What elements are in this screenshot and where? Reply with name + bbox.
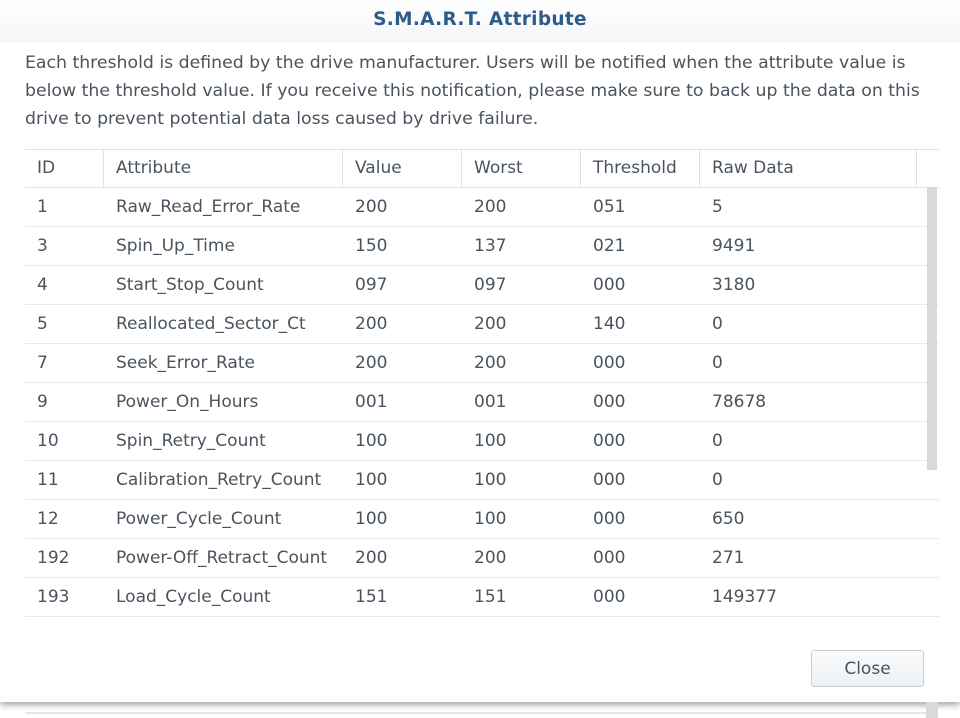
- cell-id: 193: [37, 587, 70, 607]
- cell-worst: 200: [474, 197, 507, 217]
- cell-value: 100: [355, 431, 388, 451]
- cell-id: 5: [37, 314, 48, 334]
- cell-id: 9: [37, 392, 48, 412]
- table-header: [25, 150, 939, 188]
- cell-attribute: Raw_Read_Error_Rate: [116, 197, 301, 217]
- cell-raw-data: 0: [712, 431, 723, 451]
- cell-raw-data: 0: [712, 470, 723, 490]
- underlying-scrollbar: [926, 702, 938, 718]
- table-row[interactable]: [25, 383, 939, 422]
- table-row[interactable]: [25, 461, 939, 500]
- table-row[interactable]: [25, 344, 939, 383]
- dialog-description: Each threshold is defined by the drive manufacturer. Users will be notified when the attribute value is below the threshold value. If you receive this notification, please make sure to back up the data on this drive to prevent potential data loss caused by drive failure.: [25, 53, 920, 129]
- cell-worst: 200: [474, 314, 507, 334]
- column-header-attribute[interactable]: Attribute: [104, 150, 343, 187]
- cell-worst: 001: [474, 392, 507, 412]
- cell-threshold: 051: [593, 197, 626, 217]
- table-row[interactable]: [25, 422, 939, 461]
- cell-id: 7: [37, 353, 48, 373]
- cell-attribute: Start_Stop_Count: [116, 275, 264, 295]
- dialog-footer: [0, 640, 960, 702]
- cell-worst: 100: [474, 509, 507, 529]
- cell-attribute: Power-Off_Retract_Count: [116, 548, 328, 568]
- cell-id: 4: [37, 275, 48, 295]
- cell-threshold: 000: [593, 275, 626, 295]
- table-row[interactable]: [25, 500, 939, 539]
- table-row[interactable]: [25, 188, 939, 227]
- cell-raw-data: 0: [712, 353, 723, 373]
- cell-raw-data: 5: [712, 197, 723, 217]
- table-row[interactable]: [25, 266, 939, 305]
- smart-attribute-table: [25, 149, 939, 641]
- close-button[interactable]: Close: [811, 650, 924, 687]
- cell-value: 100: [355, 509, 388, 529]
- cell-value: 097: [355, 275, 388, 295]
- column-header-worst[interactable]: Worst: [462, 150, 581, 187]
- cell-threshold: 021: [593, 236, 626, 256]
- cell-worst: 151: [474, 587, 507, 607]
- cell-threshold: 000: [593, 587, 626, 607]
- cell-value: 200: [355, 197, 388, 217]
- cell-threshold: 000: [593, 353, 626, 373]
- column-header-value[interactable]: Value: [343, 150, 462, 187]
- table-row[interactable]: [25, 539, 939, 578]
- cell-id: 10: [37, 431, 59, 451]
- cell-raw-data: 271: [712, 548, 745, 568]
- cell-id: 11: [37, 470, 59, 490]
- cell-value: 200: [355, 353, 388, 373]
- column-header-threshold[interactable]: Threshold: [581, 150, 700, 187]
- cell-worst: 097: [474, 275, 507, 295]
- cell-value: 200: [355, 314, 388, 334]
- cell-attribute: Calibration_Retry_Count: [116, 470, 322, 490]
- table-body: [25, 188, 939, 617]
- cell-value: 150: [355, 236, 388, 256]
- cell-id: 192: [37, 548, 70, 568]
- column-header-id[interactable]: ID: [25, 150, 104, 187]
- cell-threshold: 000: [593, 548, 626, 568]
- cell-attribute: Power_On_Hours: [116, 392, 259, 412]
- dialog-title-bar[interactable]: [0, 0, 960, 42]
- cell-worst: 137: [474, 236, 507, 256]
- cell-worst: 100: [474, 470, 507, 490]
- cell-threshold: 000: [593, 470, 626, 490]
- cell-value: 151: [355, 587, 388, 607]
- cell-raw-data: 149377: [712, 587, 777, 607]
- cell-id: 1: [37, 197, 48, 217]
- dialog-title: S.M.A.R.T. Attribute: [373, 9, 587, 30]
- cell-attribute: Seek_Error_Rate: [116, 353, 255, 373]
- cell-id: 3: [37, 236, 48, 256]
- cell-raw-data: 9491: [712, 236, 756, 256]
- cell-raw-data: 0: [712, 314, 723, 334]
- cell-attribute: Spin_Up_Time: [116, 236, 235, 256]
- table-row[interactable]: [25, 305, 939, 344]
- table-row[interactable]: [25, 227, 939, 266]
- underlying-panel-edge: [25, 712, 937, 714]
- cell-attribute: Spin_Retry_Count: [116, 431, 266, 451]
- cell-threshold: 000: [593, 431, 626, 451]
- cell-attribute: Power_Cycle_Count: [116, 509, 282, 529]
- cell-attribute: Load_Cycle_Count: [116, 587, 271, 607]
- cell-raw-data: 650: [712, 509, 745, 529]
- column-header-raw-data[interactable]: Raw Data: [700, 150, 917, 187]
- cell-threshold: 000: [593, 392, 626, 412]
- cell-threshold: 140: [593, 314, 626, 334]
- cell-value: 200: [355, 548, 388, 568]
- cell-attribute: Reallocated_Sector_Ct: [116, 314, 306, 334]
- cell-value: 100: [355, 470, 388, 490]
- cell-id: 12: [37, 509, 59, 529]
- cell-worst: 200: [474, 548, 507, 568]
- cell-raw-data: 78678: [712, 392, 767, 412]
- cell-worst: 100: [474, 431, 507, 451]
- table-scrollbar[interactable]: [927, 187, 937, 470]
- cell-raw-data: 3180: [712, 275, 756, 295]
- table-row[interactable]: [25, 578, 939, 617]
- cell-value: 001: [355, 392, 388, 412]
- cell-threshold: 000: [593, 509, 626, 529]
- cell-worst: 200: [474, 353, 507, 373]
